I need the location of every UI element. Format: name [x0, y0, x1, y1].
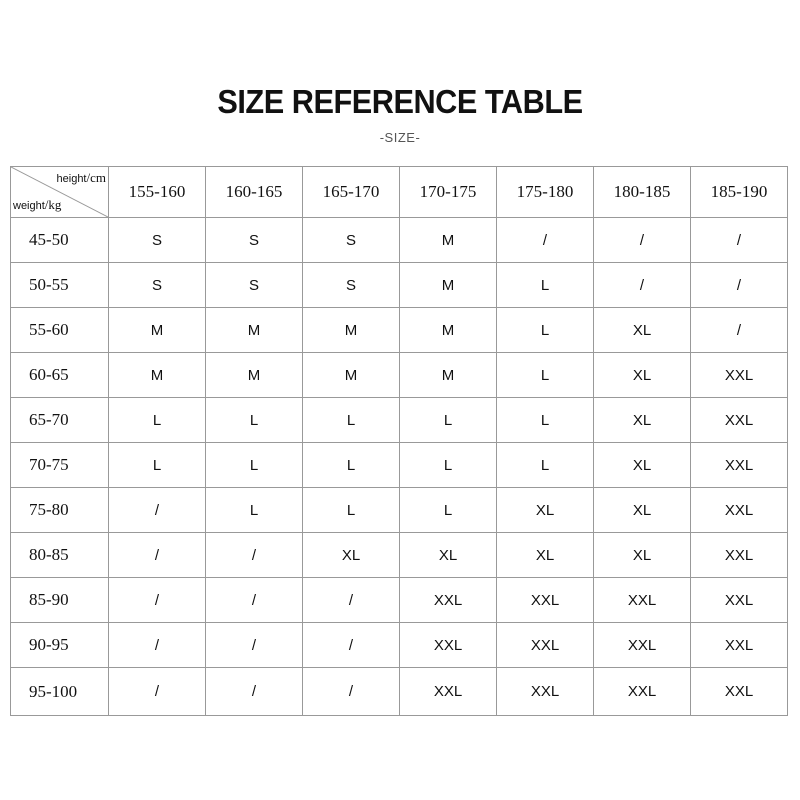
- size-cell: /: [206, 533, 303, 578]
- weight-range-cell: 60-65: [11, 353, 109, 398]
- corner-weight-unit: /kg: [44, 197, 62, 212]
- weight-range-cell: 75-80: [11, 488, 109, 533]
- table-row: [11, 488, 788, 533]
- size-cell: L: [109, 398, 206, 443]
- size-cell: /: [109, 578, 206, 623]
- size-cell: L: [303, 488, 400, 533]
- height-range-header: 165-170: [303, 167, 400, 218]
- page-title: SIZE REFERENCE TABLE: [217, 83, 583, 120]
- size-cell: S: [206, 218, 303, 263]
- size-cell: M: [303, 353, 400, 398]
- size-cell: XXL: [594, 578, 691, 623]
- size-cell: XXL: [497, 668, 594, 716]
- weight-range-cell: 85-90: [11, 578, 109, 623]
- size-cell: /: [206, 623, 303, 668]
- weight-range-cell: 80-85: [11, 533, 109, 578]
- size-cell: M: [206, 353, 303, 398]
- page-subtitle: -SIZE-: [379, 130, 421, 145]
- size-cell: XXL: [691, 398, 788, 443]
- size-cell: L: [206, 488, 303, 533]
- table-row: [11, 218, 788, 263]
- size-cell: XXL: [691, 668, 788, 716]
- weight-range-cell: 50-55: [11, 263, 109, 308]
- size-cell: XL: [594, 443, 691, 488]
- table-row: [11, 533, 788, 578]
- size-cell: XL: [303, 533, 400, 578]
- size-cell: L: [497, 443, 594, 488]
- size-cell: S: [303, 263, 400, 308]
- size-cell: S: [303, 218, 400, 263]
- table-row: [11, 308, 788, 353]
- table-row: [11, 398, 788, 443]
- height-range-header: 175-180: [497, 167, 594, 218]
- size-cell: /: [206, 668, 303, 716]
- size-cell: XL: [497, 533, 594, 578]
- corner-height-label: [57, 170, 106, 187]
- size-cell: /: [303, 668, 400, 716]
- weight-range-cell: 70-75: [11, 443, 109, 488]
- size-cell: XL: [594, 488, 691, 533]
- size-cell: XL: [594, 353, 691, 398]
- size-cell: XXL: [691, 353, 788, 398]
- size-cell: /: [206, 578, 303, 623]
- table-row: [11, 353, 788, 398]
- size-cell: XXL: [497, 623, 594, 668]
- size-cell: S: [109, 218, 206, 263]
- table-header-row: [11, 167, 788, 218]
- table-row: [11, 623, 788, 668]
- weight-range-cell: 45-50: [11, 218, 109, 263]
- size-cell: /: [691, 218, 788, 263]
- size-cell: /: [109, 623, 206, 668]
- weight-range-cell: 55-60: [11, 308, 109, 353]
- size-cell: XXL: [400, 578, 497, 623]
- height-range-header: 155-160: [109, 167, 206, 218]
- size-cell: XXL: [594, 623, 691, 668]
- height-range-header: 170-175: [400, 167, 497, 218]
- table-row: [11, 263, 788, 308]
- size-cell: XXL: [691, 488, 788, 533]
- size-cell: M: [303, 308, 400, 353]
- corner-cell: [11, 167, 109, 218]
- size-cell: /: [303, 623, 400, 668]
- size-cell: S: [206, 263, 303, 308]
- size-cell: M: [206, 308, 303, 353]
- size-cell: L: [206, 398, 303, 443]
- size-cell: L: [400, 398, 497, 443]
- size-cell: L: [497, 263, 594, 308]
- size-cell: L: [497, 353, 594, 398]
- table-row: [11, 578, 788, 623]
- corner-weight-key: weight: [13, 200, 45, 212]
- size-cell: XXL: [497, 578, 594, 623]
- size-cell: XL: [400, 533, 497, 578]
- size-cell: L: [400, 488, 497, 533]
- size-cell: L: [303, 398, 400, 443]
- size-cell: L: [497, 308, 594, 353]
- size-reference-table: [10, 166, 788, 716]
- size-cell: /: [303, 578, 400, 623]
- corner-weight-label: [13, 197, 61, 214]
- size-cell: XL: [594, 533, 691, 578]
- size-cell: L: [206, 443, 303, 488]
- size-cell: /: [497, 218, 594, 263]
- size-cell: M: [109, 308, 206, 353]
- table-row: [11, 443, 788, 488]
- size-cell: L: [497, 398, 594, 443]
- size-cell: L: [109, 443, 206, 488]
- size-cell: S: [109, 263, 206, 308]
- weight-range-cell: 95-100: [11, 668, 109, 716]
- size-cell: XXL: [691, 623, 788, 668]
- size-cell: XXL: [400, 668, 497, 716]
- size-cell: M: [400, 218, 497, 263]
- height-range-header: 180-185: [594, 167, 691, 218]
- size-cell: /: [691, 308, 788, 353]
- size-cell: XXL: [400, 623, 497, 668]
- corner-height-unit: /cm: [86, 170, 106, 185]
- size-cell: L: [303, 443, 400, 488]
- size-cell: /: [594, 218, 691, 263]
- height-range-header: 160-165: [206, 167, 303, 218]
- size-cell: XXL: [691, 578, 788, 623]
- size-cell: M: [400, 353, 497, 398]
- size-cell: /: [594, 263, 691, 308]
- size-cell: XXL: [691, 443, 788, 488]
- size-cell: /: [109, 668, 206, 716]
- size-cell: M: [400, 308, 497, 353]
- size-cell: XXL: [594, 668, 691, 716]
- height-range-header: 185-190: [691, 167, 788, 218]
- size-cell: L: [400, 443, 497, 488]
- weight-range-cell: 90-95: [11, 623, 109, 668]
- table-row: [11, 668, 788, 716]
- size-cell: /: [109, 488, 206, 533]
- size-cell: /: [109, 533, 206, 578]
- size-cell: /: [691, 263, 788, 308]
- size-cell: M: [109, 353, 206, 398]
- size-cell: M: [400, 263, 497, 308]
- size-cell: XXL: [691, 533, 788, 578]
- corner-height-key: height: [56, 173, 87, 185]
- size-cell: XL: [594, 398, 691, 443]
- size-cell: XL: [497, 488, 594, 533]
- size-cell: XL: [594, 308, 691, 353]
- weight-range-cell: 65-70: [11, 398, 109, 443]
